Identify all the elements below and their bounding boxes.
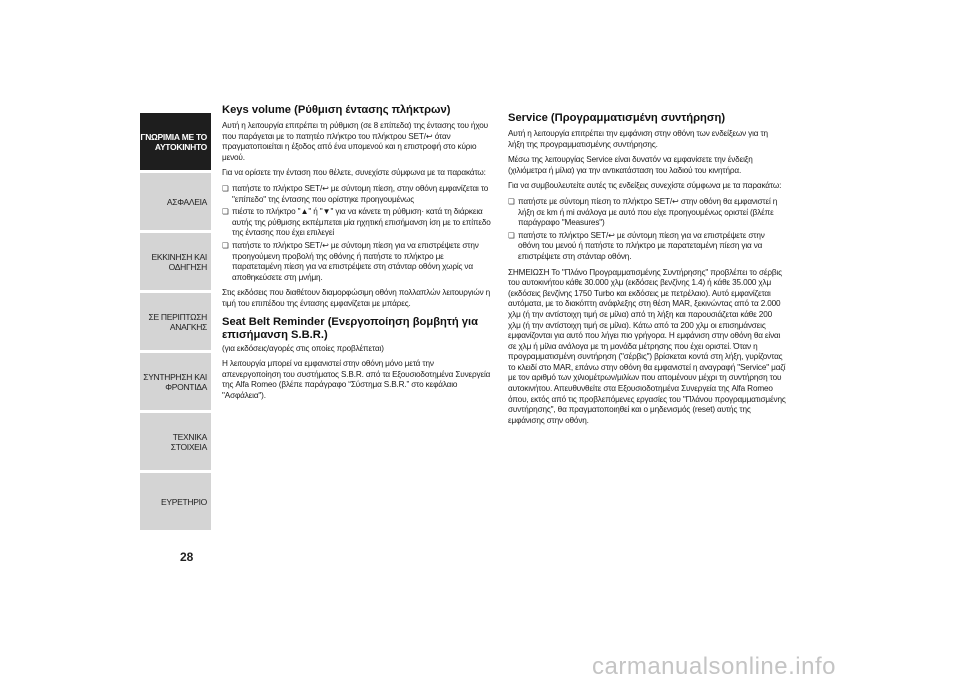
tab-label: ΣΥΝΤΗΡΗΣΗ ΚΑΙ ΦΡΟΝΤΙΔΑ <box>143 371 207 392</box>
service-oil: Μέσω της λειτουργίας Service είναι δυνατόν να εμφανίσετε την ένδειξη (χιλιόμετρα ή μίλια) για την αντικατάσταση του λαδιού του κινητήρα. <box>508 155 753 175</box>
tab-emergency[interactable] <box>140 290 211 350</box>
watermark: carmanualsonline.info <box>592 653 836 680</box>
list-item: ❏ πατήστε το πλήκτρο SET/↩ με σύντομη πίεση για να επιστρέψετε στην προηγούμενη προβολή της οθόνης ή πατήστε το πλήκτρο με παρατεταμένη πίεση για να επιστρέψετε στη στάνταρ οθόνη χωρίς να αποθηκεύσετε στη μνήμη. <box>222 241 494 283</box>
list-item: ❏ πατήστε το πλήκτρο SET/↩ με σύντομη πίεση, στην οθόνη εμφανίζεται το "επίπεδο" της έντασης που ορίστηκε προηγουμένως <box>222 184 494 205</box>
tab-index[interactable] <box>140 470 211 530</box>
service-heading: Service (Προγραμματισμένη συντήρηση) <box>508 112 726 124</box>
keys-volume-instructions: Για να ορίσετε την ένταση που θέλετε, συνεχίστε σύμφωνα με τα παρακάτω: <box>222 168 486 178</box>
tab-label: ΕΥΡΕΤΗΡΙΟ <box>161 496 207 507</box>
service-steps <box>508 197 786 263</box>
service-instructions: Για να συμβουλευτείτε αυτές τις ενδείξεις συνεχίστε σύμφωνα με τα παρακάτω: <box>508 181 782 191</box>
list-item: ❏ πιέστε το πλήκτρο "▲" ή "▼" για να κάνετε τη ρύθμιση· κατά τη διάρκεια αυτής της ρύθμισης εκπέμπεται μία ηχητική επισήμανση ίση με το επίπεδο της έντασης που έχει επιλεγεί <box>222 207 494 239</box>
tab-getting-to-know[interactable] <box>140 110 211 170</box>
keys-volume-heading: Keys volume (Ρύθμιση έντασης πλήκτρων) <box>222 104 451 116</box>
sbr-availability: (για εκδόσεις/αγορές στις οποίες προβλέπεται) <box>222 343 384 353</box>
left-column <box>222 104 494 406</box>
sbr-description: Η λειτουργία μπορεί να εμφανιστεί στην οθόνη μόνο μετά την απενεργοποίηση του συστήματος S.B.R. από τα Εξουσιοδοτημένα Συνεργεία της Alfa Romeo (βλέπε παράγραφο “Σύστημα S.B.R.” στο κεφάλαιο "Ασφάλεια"). <box>222 359 491 400</box>
sbr-heading: Seat Belt Reminder (Ενεργοποίηση βομβητή για επισήμανση S.B.R.) <box>222 315 479 341</box>
keys-volume-note: Στις εκδόσεις που διαθέτουν διαμορφώσιμη οθόνη πολλαπλών λειτουργιών η τιμή του επιπέδου της έντασης εμφανίζεται με μπάρες. <box>222 288 491 308</box>
tab-label: ΓΝΩΡΙΜΙΑ ΜΕ ΤΟ ΑΥΤΟΚΙΝΗΤΟ <box>140 131 207 152</box>
tab-label: ΕΚΚΙΝΗΣΗ ΚΑΙ ΟΔΗΓΗΣΗ <box>151 251 207 272</box>
tab-starting-driving[interactable] <box>140 230 211 290</box>
tab-label: ΑΣΦΑΛΕΙΑ <box>166 196 207 207</box>
tab-label: ΤΕΧΝΙΚΑ ΣΤΟΙΧΕΙΑ <box>170 431 207 452</box>
tab-maintenance[interactable] <box>140 350 211 410</box>
page-number: 28 <box>180 550 194 564</box>
tab-label: ΣΕ ΠΕΡΙΠΤΩΣΗ ΑΝΑΓΚΗΣ <box>148 311 207 332</box>
keys-volume-intro: Αυτή η λειτουργία επιτρέπει τη ρύθμιση (σε 8 επίπεδα) της έντασης του ήχου που παράγεται με το πατητέο πλήκτρο του πλήκτρου SET/↩ όταν πραγματοποιείται η έξοδος από ένα υπομενού και η επιστροφή στο κύριο μενού. <box>222 121 488 162</box>
tab-technical-data[interactable] <box>140 410 211 470</box>
service-note: ΣΗΜΕΙΩΣΗ Το "Πλάνο Προγραμματισμένης Συντήρησης" προβλέπει το σέρβις του αυτοκινήτου κάθε 30.000 χλμ (εκδόσεις βενζίνης 1.4) ή κάθε 35.000 χλμ (εκδόσεις βενζίνης 1750 Turbo και εκδόσεις με πετρέλαιο). Αυτό εμφανίζεται αυτόματα, με το διακόπτη ανάφλεξης στη θέση MAR, ξεκινώντας από τα 2.000 χλμ (ή την αντίστοιχη τιμή σε μίλια) από τη λήξη και παρουσιάζεται κάθε 200 χλμ (ή την αντίστοιχη τιμή σε μίλια). Κάτω από τα 200 χλμ οι επισημάνσεις εμφανίζονται για αυτό που λήγει πιο γρήγορα. Η εμφάνιση στην οθόνη θα είναι σε χλμ ή μίλια ανάλογα με τη μονάδα μέτρησης που έχει οριστεί. Όταν η προγραμματισμένη συντήρηση ("σέρβις") βρίσκεται κοντά στη λήξη, γυρίζοντας το κλειδί στο MAR, επάνω στην οθόνη θα εμφανιστεί η αναγραφή "Service" μαζί με τον αριθμό των χιλιομέτρων/μιλίων που απομένουν μέχρι τη συντήρηση του αυτοκινήτου. Απευθυνθείτε στα Εξουσιοδοτημένα Συνεργεία της Alfa Romeo όπου, εκτός από τις προβλεπόμενες εργασίες του "Πλάνου προγραμματισμένης συντήρησης", θα πραγματοποιηθεί και ο μηδενισμός (reset) αυτής της εμφάνισης στην οθόνη. <box>508 267 786 425</box>
list-item: ❏ πατήστε το πλήκτρο SET/↩ με σύντομη πίεση για να επιστρέψετε στην οθόνη του μενού ή πατήστε το πλήκτρο με παρατεταμένη πίεση για να επιστρέψετε στη στάνταρ οθόνη. <box>508 231 786 263</box>
keys-volume-steps <box>222 184 494 283</box>
chapter-sidebar <box>140 110 211 546</box>
right-column <box>508 104 786 431</box>
tab-safety[interactable] <box>140 170 211 230</box>
list-item: ❏ πατήστε με σύντομη πίεση το πλήκτρο SET/↩ στην οθόνη θα εμφανιστεί η λήξη σε km ή mi ανάλογα με αυτό που είχε προηγουμένως οριστεί (βλέπε παράγραφο "Measures") <box>508 197 786 229</box>
service-intro: Αυτή η λειτουργία επιτρέπει την εμφάνιση στην οθόνη των ενδείξεων για τη λήξη της προγραμματισμένης συντήρησης. <box>508 129 768 149</box>
